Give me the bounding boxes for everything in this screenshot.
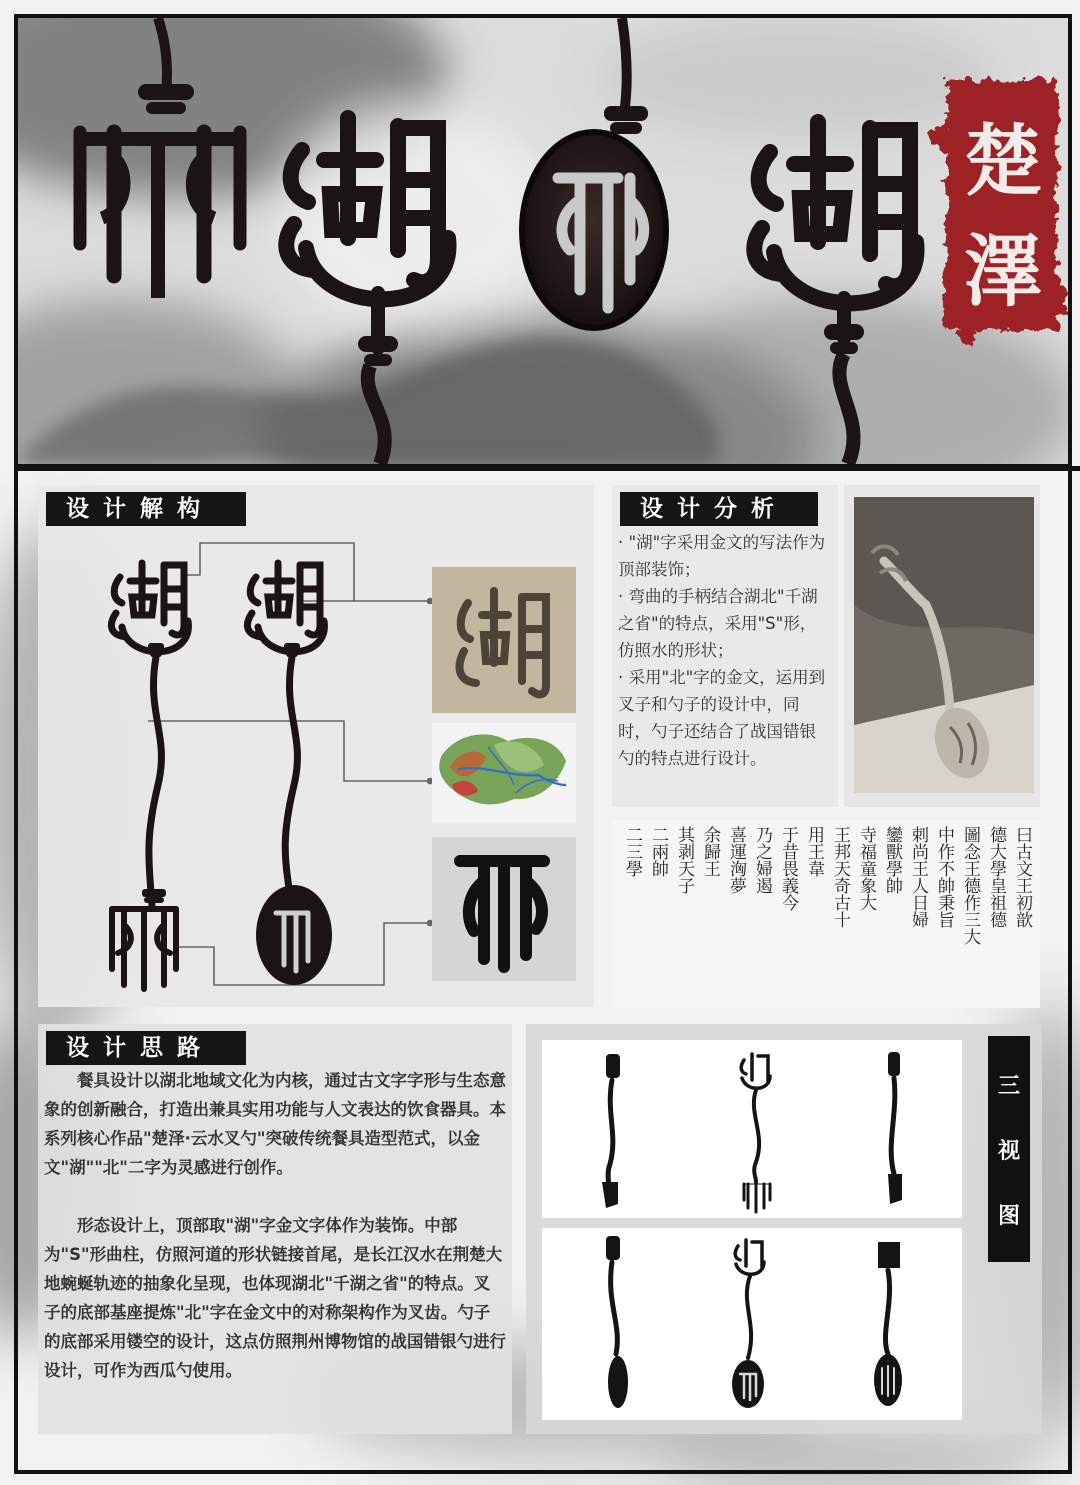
seal-char-1: 楚 — [963, 116, 1043, 207]
analysis-bullet-3: · 采用"北"字的金文，运用到叉子和勺子的设计中，同时，勺子还结合了战国错银勺的特点进行设计。 — [618, 668, 826, 768]
idea-label: 设计思路 — [46, 1031, 246, 1065]
idea-panel — [38, 1024, 512, 1434]
analysis-bullet-2: · 弯曲的手柄结合湖北"千湖之省"的特点，采用"S"形，仿照水的形状； — [618, 587, 818, 660]
fork-front-view — [602, 1054, 620, 1208]
seal-char-2: 澤 — [963, 226, 1043, 317]
frame-right — [1068, 470, 1072, 1474]
three-views-tag — [988, 1036, 1030, 1262]
analysis-panel — [612, 485, 838, 807]
script-column: 二三學 — [622, 826, 642, 877]
script-column: 喜運洶夢 — [726, 826, 746, 894]
hero-divider — [14, 466, 1080, 471]
ref-hu-thumb — [432, 567, 576, 713]
analysis-bullet-1: · "湖"字采用金文的写法作为顶部装饰； — [618, 533, 826, 579]
frame-left — [14, 470, 18, 1474]
three-views-char-2: 视 — [997, 1138, 1020, 1164]
three-views-drawings — [526, 1024, 966, 1434]
script-column: 王邦天奇古十 — [830, 826, 850, 928]
hero-banner — [14, 14, 1072, 468]
three-views-char-3: 图 — [997, 1203, 1020, 1229]
fork-top-view — [888, 1052, 902, 1204]
script-column: 寺福童象大 — [856, 826, 876, 911]
script-column: 二兩帥 — [648, 826, 668, 877]
deconstruction-label: 设计解构 — [46, 492, 246, 526]
deconstruction-diagram — [38, 485, 594, 1007]
spoon-top-view — [874, 1242, 902, 1406]
script-column: 中作不帥秉旨 — [934, 826, 954, 928]
script-column: 余歸王 — [700, 826, 720, 877]
script-column: 用王韋 — [804, 826, 824, 877]
script-column: 其剥天子 — [674, 826, 694, 894]
spoon-front-view — [606, 1236, 628, 1408]
deconstruction-fork — [111, 563, 188, 989]
script-column: 于昔畏義今 — [778, 826, 798, 911]
analysis-bullets — [618, 529, 832, 772]
script-column: 圖念王德作三大 — [960, 826, 980, 945]
script-column: 曰古文王初歆 — [1012, 826, 1032, 928]
script-column: 乃之婦遏 — [752, 826, 772, 894]
seal-stamp — [930, 80, 1068, 345]
ref-bei-thumb — [432, 837, 576, 981]
script-column: 德大學皇祖德 — [986, 826, 1006, 928]
ref-map-thumb — [432, 723, 576, 823]
analysis-label: 设计分析 — [620, 492, 818, 526]
deconstruction-panel — [38, 485, 594, 1007]
three-views-panel — [526, 1024, 1042, 1434]
idea-paragraph-2: 形态设计上，顶部取"湖"字金文字体作为装饰。中部为"S"形曲柱，仿照河道的形状链接首尾，是长江汉水在荆楚大地蜿蜒轨迹的抽象化呈现，也体现湖北"千湖之省"的特点。叉子的底部基座提炼"北"字在金文中的对称架构作为叉齿。勺子的底部采用镂空的设计，这点仿照荆州博物馆的战国错银勺进行设计，可作为西瓜勺使用。 — [44, 1216, 506, 1380]
spoon-side-view — [732, 1240, 764, 1408]
three-views-char-1: 三 — [997, 1073, 1020, 1099]
fork-side-view — [741, 1054, 770, 1212]
idea-text — [44, 1066, 506, 1385]
deconstruction-spoon — [247, 563, 332, 985]
hero-illustration — [18, 18, 1068, 464]
idea-paragraph-1: 餐具设计以湖北地域文化为内核，通过古文字字形与生态意象的创新融合，打造出兼具实用功能与人文表达的饮食器具。本系列核心作品"楚泽·云水叉勺"突破传统餐具造型范式，以金文"湖""北"二字为灵感进行创作。 — [44, 1071, 506, 1177]
script-column: 鑾獸學帥 — [882, 826, 902, 894]
frame-bottom — [14, 1470, 1072, 1474]
script-column: 剌尚王人日婦 — [908, 826, 928, 928]
silver-spoon-photo — [844, 485, 1040, 807]
